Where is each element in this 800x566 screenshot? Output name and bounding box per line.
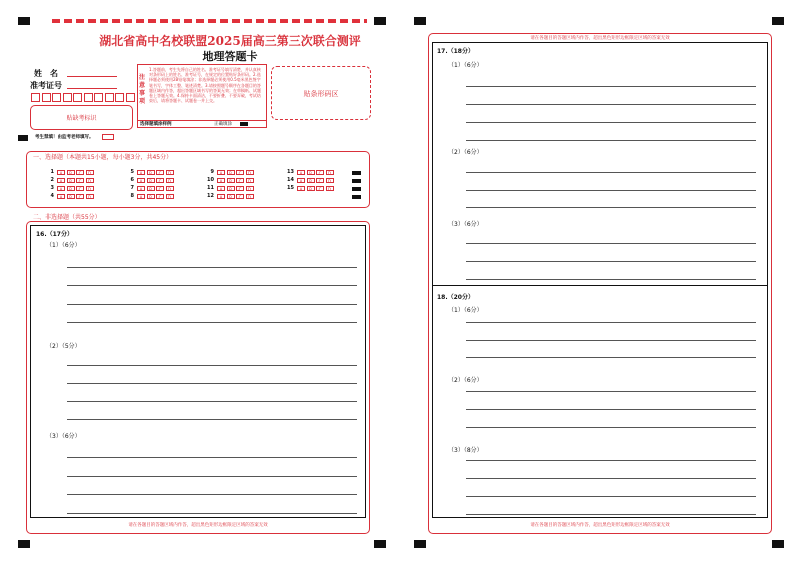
choice-option-bubble[interactable]: C xyxy=(316,170,324,175)
choice-question-number: 2 xyxy=(50,177,54,183)
fill-example-label: 选择题填涂样例 xyxy=(140,122,172,127)
choice-option-bubble[interactable]: B xyxy=(67,170,75,175)
choice-question-row xyxy=(46,169,95,175)
choice-option-bubble[interactable]: D xyxy=(166,186,174,191)
answer-line[interactable] xyxy=(67,513,357,514)
choice-question-row xyxy=(46,177,95,183)
alignment-mark xyxy=(414,540,426,548)
q18-part2: （2）（6分） xyxy=(448,377,483,384)
correct-fill-sample xyxy=(240,122,248,126)
choice-option-bubble[interactable]: A xyxy=(137,186,145,191)
absent-checkbox[interactable] xyxy=(102,134,114,140)
answer-line[interactable] xyxy=(67,267,357,268)
exam-number-digit-box[interactable] xyxy=(42,93,51,102)
exam-number-digit-box[interactable] xyxy=(52,93,61,102)
answer-line[interactable] xyxy=(466,496,756,497)
choice-question-row xyxy=(126,169,175,175)
alignment-mark xyxy=(772,17,784,25)
choice-option-bubble[interactable]: D xyxy=(246,194,254,199)
exam-number-digit-box[interactable] xyxy=(115,93,124,102)
answer-line[interactable] xyxy=(466,172,756,173)
choice-option-bubble[interactable]: A xyxy=(217,186,225,191)
q17-part1: （1）（6分） xyxy=(448,62,483,69)
choice-question-number: 11 xyxy=(207,185,214,191)
choice-question-number: 10 xyxy=(207,177,214,183)
choice-option-bubble[interactable]: B xyxy=(147,194,155,199)
answer-line[interactable] xyxy=(466,391,756,392)
choice-option-bubble[interactable]: B xyxy=(307,178,315,183)
choice-question-number: 15 xyxy=(287,185,294,191)
choice-option-bubble[interactable]: B xyxy=(147,186,155,191)
choice-option-bubble[interactable]: A xyxy=(57,170,65,175)
answer-line[interactable] xyxy=(466,427,756,428)
choice-question-row xyxy=(286,185,335,191)
header-dashed-bar xyxy=(52,19,367,23)
timing-mark xyxy=(352,187,361,191)
alignment-mark xyxy=(374,540,386,548)
choice-option-bubble[interactable]: B xyxy=(227,186,235,191)
timing-mark xyxy=(352,195,361,199)
missing-mark-label: 贴缺考标识 xyxy=(66,115,97,122)
choice-option-bubble[interactable]: A xyxy=(137,194,145,199)
choice-option-bubble[interactable]: B xyxy=(227,194,235,199)
choice-question-row xyxy=(206,177,255,183)
choice-question-row xyxy=(126,177,175,183)
section1-title: 一、选择题（本题共15小题，每小题3分，共45分） xyxy=(33,154,173,161)
q17-heading: 17.（18分） xyxy=(437,48,474,55)
choice-question-number: 3 xyxy=(50,185,54,191)
answer-line[interactable] xyxy=(67,285,357,286)
q16-part1: （1）（6分） xyxy=(46,242,81,249)
q18-part1: （1）（6分） xyxy=(448,307,483,314)
choice-question-row xyxy=(286,177,335,183)
choice-option-bubble[interactable]: B xyxy=(67,178,75,183)
choice-option-bubble[interactable]: D xyxy=(166,178,174,183)
name-field[interactable] xyxy=(67,76,117,77)
choice-question-number: 8 xyxy=(130,193,134,199)
answer-line[interactable] xyxy=(67,383,357,384)
answer-line[interactable] xyxy=(466,140,756,141)
choice-option-bubble[interactable]: D xyxy=(246,170,254,175)
choice-question-row xyxy=(286,169,335,175)
choice-option-bubble[interactable]: D xyxy=(246,186,254,191)
choice-option-bubble[interactable]: C xyxy=(156,186,164,191)
choice-question-number: 14 xyxy=(287,177,294,183)
choice-question-row xyxy=(46,193,95,199)
answer-line[interactable] xyxy=(67,322,357,323)
choice-option-bubble[interactable]: C xyxy=(76,170,84,175)
choice-option-bubble[interactable]: C xyxy=(236,178,244,183)
answer-line[interactable] xyxy=(466,207,756,208)
choice-option-bubble[interactable]: A xyxy=(57,178,65,183)
choice-option-bubble[interactable]: D xyxy=(166,170,174,175)
choice-option-bubble[interactable]: D xyxy=(86,194,94,199)
alignment-mark xyxy=(772,540,784,548)
choice-option-bubble[interactable]: C xyxy=(316,186,324,191)
q18-heading: 18.（20分） xyxy=(437,294,474,301)
choice-option-bubble[interactable]: D xyxy=(86,186,94,191)
answer-line[interactable] xyxy=(466,460,756,461)
choice-question-number: 5 xyxy=(130,169,134,175)
footer-note: 请在各题目的答题区域内作答，超出黑色矩形边框限定区域的答案无效 xyxy=(128,523,268,528)
exam-number-digit-box[interactable] xyxy=(84,93,93,102)
choice-option-bubble[interactable]: C xyxy=(236,186,244,191)
choice-question-number: 9 xyxy=(210,169,214,175)
answer-line[interactable] xyxy=(466,409,756,410)
barcode-area-label: 贴条形码区 xyxy=(303,90,339,98)
choice-option-bubble[interactable]: D xyxy=(86,170,94,175)
exam-number-digit-box[interactable] xyxy=(105,93,114,102)
choice-question-number: 12 xyxy=(207,193,214,199)
notice-heading: 注意事项 xyxy=(139,74,146,105)
answer-line[interactable] xyxy=(466,322,756,323)
choice-question-number: 13 xyxy=(287,169,294,175)
choice-option-bubble[interactable]: A xyxy=(217,178,225,183)
choice-option-bubble[interactable]: B xyxy=(147,170,155,175)
timing-mark xyxy=(352,179,361,183)
choice-option-bubble[interactable]: B xyxy=(227,170,235,175)
choice-option-bubble[interactable]: C xyxy=(316,178,324,183)
choice-option-bubble[interactable]: A xyxy=(217,170,225,175)
choice-option-bubble[interactable]: B xyxy=(307,170,315,175)
answer-line[interactable] xyxy=(67,419,357,420)
choice-option-bubble[interactable]: A xyxy=(297,178,305,183)
choice-option-bubble[interactable]: D xyxy=(246,178,254,183)
answer-line[interactable] xyxy=(466,514,756,515)
choice-question-number: 7 xyxy=(130,185,134,191)
choice-question-row xyxy=(206,193,255,199)
choice-option-bubble[interactable]: D xyxy=(326,178,334,183)
right-footer-note: 请在各题目的答题区域内作答，超出黑色矩形边框限定区域的答案无效 xyxy=(530,523,670,528)
choice-option-bubble[interactable]: B xyxy=(67,194,75,199)
choice-option-bubble[interactable]: A xyxy=(57,186,65,191)
choice-option-bubble[interactable]: C xyxy=(236,194,244,199)
choice-option-bubble[interactable]: A xyxy=(297,186,305,191)
exam-number-digit-box[interactable] xyxy=(73,93,82,102)
alignment-mark xyxy=(374,17,386,25)
choice-question-number: 6 xyxy=(130,177,134,183)
q16-heading: 16.（17分） xyxy=(36,231,73,238)
answer-line[interactable] xyxy=(67,365,357,366)
answer-line[interactable] xyxy=(466,279,756,280)
choice-option-bubble[interactable]: C xyxy=(76,186,84,191)
choice-option-bubble[interactable]: B xyxy=(307,186,315,191)
choice-option-bubble[interactable]: C xyxy=(156,178,164,183)
choice-option-bubble[interactable]: C xyxy=(76,194,84,199)
choice-question-number: 1 xyxy=(50,169,54,175)
choice-option-bubble[interactable]: C xyxy=(236,170,244,175)
absent-note: 考生禁填！由监考老师填写。 xyxy=(35,135,94,140)
answer-line[interactable] xyxy=(466,478,756,479)
exam-number-underline xyxy=(67,88,117,89)
correct-fill-label: 正确填涂 xyxy=(214,122,232,127)
notice-text: 1.答题前，考生先将自己的姓名、准考证号填写清楚，并认真核对条形码上的姓名、准考证号，在规定的位置贴好条形码。2.选择题必须使用2B铅笔填涂；非选择题必须使用0.5毫米黑色签字笔书写，字体工整、笔迹清楚。3.请按照题号顺序在各题目的答题区域内作答，超出答题区域书写的答案无效；在草稿纸、试题卷上答题无效。4.保持卡面清洁，不要折叠、不要弄破，考试结束后，请将答题卡、试题卷一并上交。 xyxy=(149,67,261,104)
page-subtitle: 地理答题卡 xyxy=(202,50,258,63)
choice-option-bubble[interactable]: A xyxy=(57,194,65,199)
exam-number-label: 准考证号 xyxy=(30,81,62,90)
answer-line[interactable] xyxy=(466,86,756,87)
answer-line[interactable] xyxy=(466,104,756,105)
q16-part3: （3）（6分） xyxy=(46,433,81,440)
choice-question-row xyxy=(126,193,175,199)
answer-line[interactable] xyxy=(466,190,756,191)
answer-line[interactable] xyxy=(67,401,357,402)
section2-title: 二、非选择题（共55分） xyxy=(33,214,101,221)
answer-line[interactable] xyxy=(466,340,756,341)
answer-line[interactable] xyxy=(67,494,357,495)
choice-option-bubble[interactable]: D xyxy=(166,194,174,199)
page-title: 湖北省高中名校联盟2025届高三第三次联合测评 xyxy=(99,34,361,48)
exam-number-digit-box[interactable] xyxy=(126,93,135,102)
choice-question-row xyxy=(206,185,255,191)
q18-part3: （3）（8分） xyxy=(448,447,483,454)
choice-option-bubble[interactable]: B xyxy=(147,178,155,183)
right-header-note: 请在各题目的答题区域内作答，超出黑色矩形边框限定区域的答案无效 xyxy=(530,36,670,41)
choice-option-bubble[interactable]: A xyxy=(217,194,225,199)
choice-option-bubble[interactable]: C xyxy=(156,170,164,175)
answer-line[interactable] xyxy=(466,357,756,358)
choice-option-bubble[interactable]: D xyxy=(326,186,334,191)
absent-mark xyxy=(18,135,28,141)
alignment-mark xyxy=(18,17,30,25)
choice-option-bubble[interactable]: D xyxy=(326,170,334,175)
choice-question-number: 4 xyxy=(50,193,54,199)
answer-line[interactable] xyxy=(67,304,357,305)
q17-part3: （3）（6分） xyxy=(448,221,483,228)
answer-line[interactable] xyxy=(466,261,756,262)
timing-mark xyxy=(352,171,361,175)
alignment-mark xyxy=(18,540,30,548)
choice-option-bubble[interactable]: B xyxy=(227,178,235,183)
q18-frame xyxy=(432,286,768,518)
choice-question-row xyxy=(46,185,95,191)
choice-option-bubble[interactable]: C xyxy=(76,178,84,183)
q17-frame xyxy=(432,42,768,286)
choice-option-bubble[interactable]: D xyxy=(86,178,94,183)
q16-part2: （2）（5分） xyxy=(46,343,81,350)
choice-question-row xyxy=(206,169,255,175)
answer-line[interactable] xyxy=(466,122,756,123)
answer-line[interactable] xyxy=(466,243,756,244)
exam-number-digit-box[interactable] xyxy=(94,93,103,102)
q17-part2: （2）（6分） xyxy=(448,149,483,156)
choice-option-bubble[interactable]: A xyxy=(297,170,305,175)
choice-option-bubble[interactable]: A xyxy=(137,178,145,183)
exam-number-digit-box[interactable] xyxy=(31,93,40,102)
choice-question-row xyxy=(126,185,175,191)
choice-option-bubble[interactable]: A xyxy=(137,170,145,175)
answer-line[interactable] xyxy=(67,476,357,477)
exam-number-digit-box[interactable] xyxy=(63,93,72,102)
choice-option-bubble[interactable]: C xyxy=(156,194,164,199)
choice-option-bubble[interactable]: B xyxy=(67,186,75,191)
answer-line[interactable] xyxy=(67,457,357,458)
name-label: 姓 名 xyxy=(34,69,58,78)
q16-inner-frame xyxy=(30,225,366,518)
alignment-mark xyxy=(414,17,426,25)
